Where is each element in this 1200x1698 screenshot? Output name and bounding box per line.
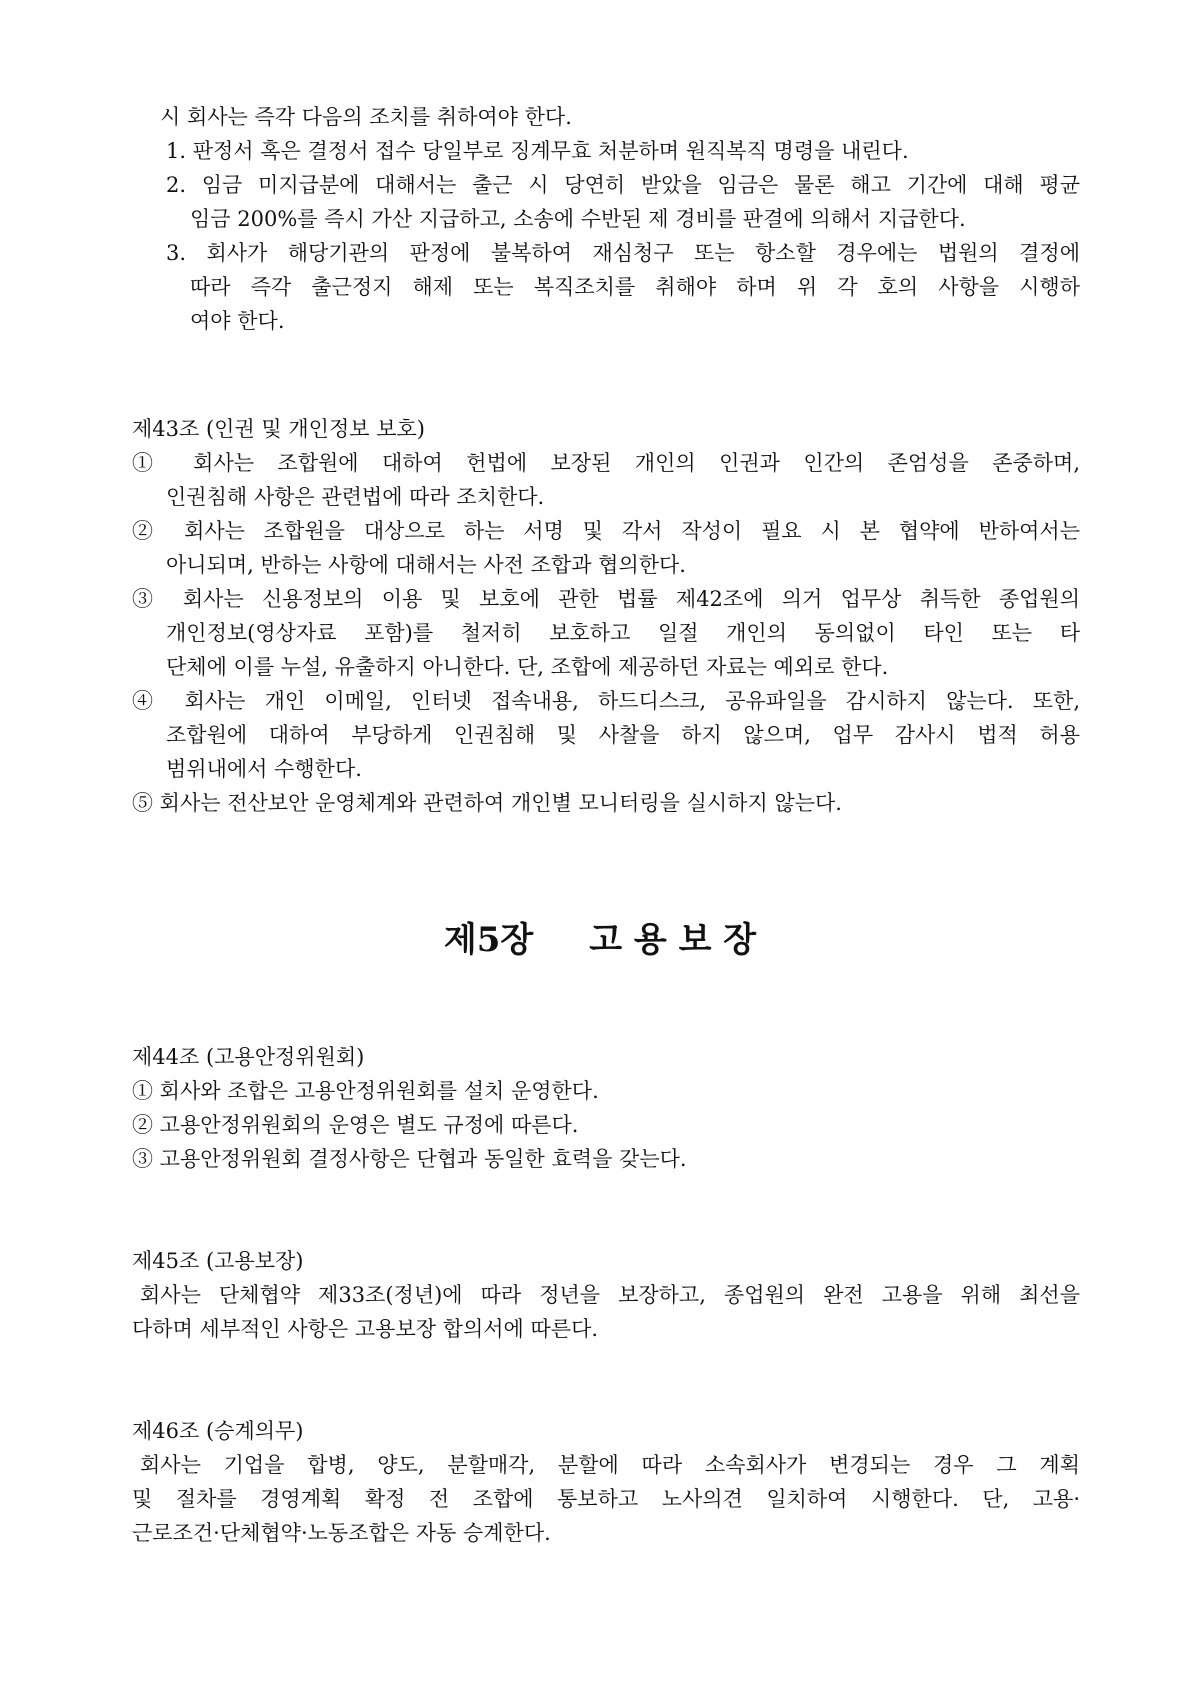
clause-1-cont: 인권침해 사항은 관련법에 따라 조치한다. bbox=[166, 485, 545, 509]
article-body: 회사는 기업을 합병, 양도, 분할매각, 분할에 따라 소속회사가 변경되는 경우 그 계획 bbox=[140, 1453, 1080, 1477]
clause-1: ① 회사와 조합은 고용안정위원회를 설치 운영한다. bbox=[132, 1079, 599, 1103]
clause-4-cont: 조합원에 대하여 부당하게 인권침해 및 사찰을 하지 않으며, 업무 감사시 법적 허용 bbox=[166, 723, 1080, 747]
clause-2: ② 고용안정위원회의 운영은 별도 규정에 따른다. bbox=[132, 1113, 579, 1137]
article-body-cont: 다하며 세부적인 사항은 고용보장 합의서에 따른다. bbox=[132, 1317, 599, 1341]
clause-5: ⑤ 회사는 전산보안 운영체계와 관련하여 개인별 모니터링을 실시하지 않는다. bbox=[132, 791, 842, 815]
intro-section bbox=[132, 100, 1080, 338]
intro-item-3: 3. 회사가 해당기관의 판정에 불복하여 재심청구 또는 항소할 경우에는 법원의 결정에 bbox=[166, 241, 1080, 265]
intro-item-3-cont: 따라 즉각 출근정지 해제 또는 복직조치를 취해야 하며 위 각 호의 사항을 시행하 bbox=[190, 275, 1080, 299]
article-heading: 제43조 (인권 및 개인정보 보호) bbox=[132, 417, 425, 441]
intro-item-2-cont: 임금 200%를 즉시 가산 지급하고, 소송에 수반된 제 경비를 판결에 의해서 지급한다. bbox=[190, 207, 966, 231]
clause-3: ③ 회사는 신용정보의 이용 및 보호에 관한 법률 제42조에 의거 업무상 취득한 종업원의 bbox=[132, 587, 1080, 611]
article-43 bbox=[132, 412, 1080, 820]
clause-4: ④ 회사는 개인 이메일, 인터넷 접속내용, 하드디스크, 공유파일을 감시하지 않는다. 또한, bbox=[132, 689, 1080, 713]
clause-3-cont: 개인정보(영상자료 포함)를 철저히 보호하고 일절 개인의 동의없이 타인 또는 타 bbox=[166, 621, 1080, 645]
article-46 bbox=[132, 1414, 1080, 1550]
intro-item-2: 2. 임금 미지급분에 대해서는 출근 시 당연히 받았을 임금은 물론 해고 기간에 대해 평균 bbox=[166, 173, 1080, 197]
intro-lead: 시 회사는 즉각 다음의 조치를 취하여야 한다. bbox=[160, 105, 572, 129]
chapter-name: 고 용 보 장 bbox=[589, 920, 757, 960]
article-heading: 제44조 (고용안정위원회) bbox=[132, 1045, 365, 1069]
chapter-title bbox=[0, 918, 1200, 962]
article-body: 회사는 단체협약 제33조(정년)에 따라 정년을 보장하고, 종업원의 완전 고용을 위해 최선을 bbox=[140, 1283, 1080, 1307]
article-44 bbox=[132, 1040, 1080, 1176]
clause-4-cont: 범위내에서 수행한다. bbox=[166, 757, 362, 781]
clause-3-cont: 단체에 이를 누설, 유출하지 아니한다. 단, 조합에 제공하던 자료는 예외로 한다. bbox=[166, 655, 889, 679]
article-body-cont: 근로조건·단체협약·노동조합은 자동 승계한다. bbox=[132, 1521, 551, 1545]
chapter-number: 제5장 bbox=[443, 920, 534, 960]
clause-1: ① 회사는 조합원에 대하여 헌법에 보장된 개인의 인권과 인간의 존엄성을 존중하며, bbox=[132, 451, 1080, 475]
intro-item-3-cont: 여야 한다. bbox=[190, 309, 285, 333]
article-heading: 제46조 (승계의무) bbox=[132, 1419, 304, 1443]
article-45 bbox=[132, 1244, 1080, 1346]
clause-2: ② 회사는 조합원을 대상으로 하는 서명 및 각서 작성이 필요 시 본 협약에 반하여서는 bbox=[132, 519, 1080, 543]
intro-item-1: 1. 판정서 혹은 결정서 접수 당일부로 징계무효 처분하며 원직복직 명령을 내린다. bbox=[166, 139, 909, 163]
clause-2-cont: 아니되며, 반하는 사항에 대해서는 사전 조합과 협의한다. bbox=[166, 553, 686, 577]
article-heading: 제45조 (고용보장) bbox=[132, 1249, 304, 1273]
article-body-cont: 및 절차를 경영계획 확정 전 조합에 통보하고 노사의견 일치하여 시행한다. 단, 고용· bbox=[132, 1487, 1080, 1511]
clause-3: ③ 고용안정위원회 결정사항은 단협과 동일한 효력을 갖는다. bbox=[132, 1147, 687, 1171]
